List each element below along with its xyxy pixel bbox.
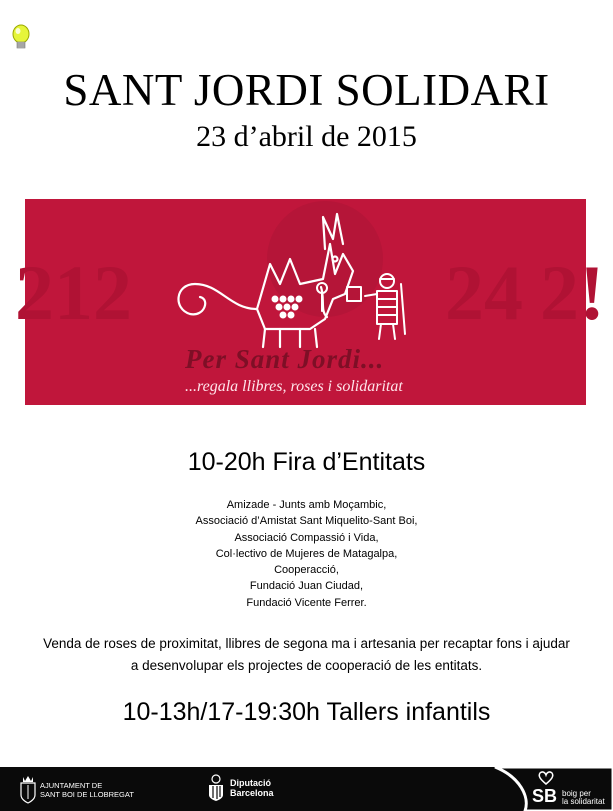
entity-item: Col·lectivo de Mujeres de Matagalpa, [215, 547, 398, 560]
ajuntament-line-1: AJUNTAMENT DE [40, 781, 103, 790]
entity-item: Amizade - Junts amb Moçambic, [226, 499, 387, 511]
entity-item: Cooperacció, [274, 564, 339, 577]
diputacio-crest-icon [206, 773, 226, 803]
sponsor-footer [0, 767, 613, 811]
sant-jordi-banner [15, 199, 605, 405]
diputacio-line-1: Diputació [230, 778, 272, 788]
banner-subtitle: ...regala llibres, roses i solidaritat [185, 378, 403, 395]
ajuntament-line-2: SANT BOI DE LLOBREGAT [40, 790, 134, 799]
entity-item: Fundació Vicente Ferrer. [246, 596, 367, 609]
entity-item: Fundació Juan Ciudad, [249, 580, 364, 593]
sb-tagline [562, 790, 605, 806]
svg-text:2!: 2! [540, 249, 605, 336]
sb-tagline-line-1: boig per [562, 789, 591, 798]
lightbulb-icon [10, 24, 34, 54]
ajuntament-crest-icon [18, 773, 38, 805]
sb-logo: SB [532, 786, 558, 806]
fair-description: Venda de roses de proximitat, llibres de segona ma i artesania per recaptar fons i ajudar a desenvolupar els projectes de cooperació de les entitats. [43, 636, 570, 673]
sb-heart-icon [538, 771, 554, 785]
diputacio-logo [230, 778, 274, 798]
fair-heading: 10-20h Fira d’Entitats [187, 448, 426, 476]
diputacio-line-2: Barcelona [230, 788, 274, 798]
svg-text:24: 24 [445, 249, 523, 336]
event-date: 23 d’abril de 2015 [196, 120, 417, 153]
workshops-heading: 10-13h/17-19:30h Tallers infantils [122, 698, 491, 726]
sb-tagline-line-2: la solidaritat [562, 797, 605, 806]
banner-title: Per Sant Jordi... [185, 344, 385, 374]
entity-list [0, 497, 613, 611]
entity-item: Associació d’Amistat Sant Miquelito-Sant Boi, [195, 515, 418, 528]
svg-text:212: 212 [15, 249, 132, 336]
page-title: SANT JORDI SOLIDARI [63, 65, 550, 115]
entity-item: Associació Compassió i Vida, [234, 531, 379, 544]
ajuntament-logo [40, 781, 134, 799]
